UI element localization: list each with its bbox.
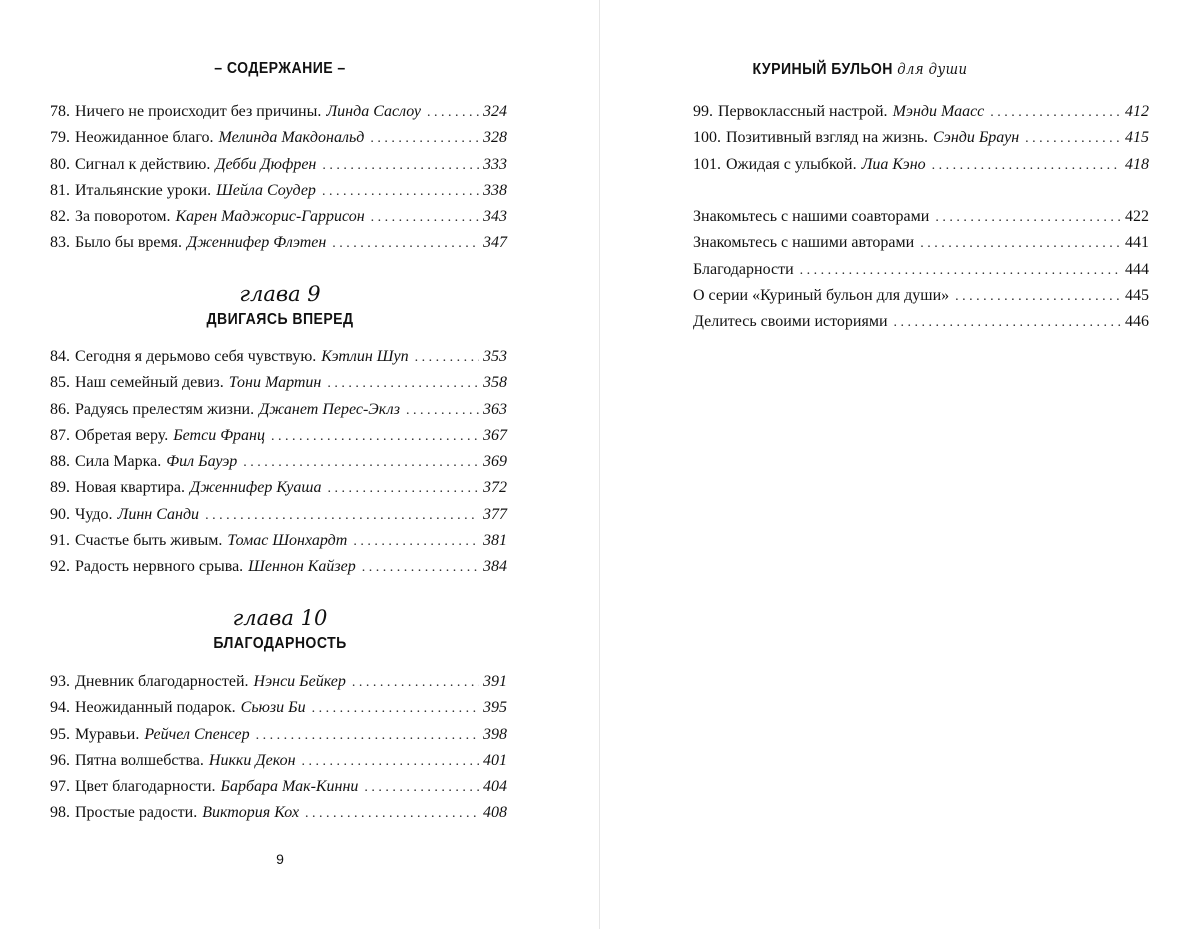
- entry-title: Чудо.: [75, 505, 113, 523]
- entry-page: 363: [483, 400, 507, 418]
- toc-entry: [693, 230, 1149, 256]
- left-page: [0, 0, 599, 929]
- dot-leader: [305, 801, 479, 827]
- toc-entry: [693, 257, 1149, 283]
- toc-entry: [50, 423, 507, 449]
- entry-title: Знакомьтесь с нашими авторами: [693, 234, 915, 252]
- toc-entry: [50, 204, 507, 230]
- entry-page: 338: [483, 181, 507, 199]
- entry-author: Линн Санди: [117, 505, 200, 523]
- entry-page: 412: [1125, 103, 1149, 120]
- entry-author: Шеннон Кайзер: [248, 558, 356, 576]
- dot-leader: [243, 450, 479, 476]
- dot-leader: [894, 310, 1122, 336]
- entry-page: 384: [483, 558, 507, 576]
- entry-page: 441: [1125, 234, 1149, 252]
- series-title: КУРИНЫЙ БУЛЬОН: [752, 61, 893, 78]
- entry-page: 404: [483, 778, 507, 796]
- entry-number: 79.: [50, 129, 70, 147]
- entry-page: 422: [1125, 208, 1149, 225]
- entry-author: Сэнди Браун: [933, 129, 1020, 147]
- entry-page: 381: [483, 532, 507, 550]
- entry-title: Счастье быть живым.: [75, 532, 223, 550]
- toc-entry: [50, 748, 507, 774]
- chapter-label: глава 9: [239, 282, 321, 306]
- entry-title: Цвет благодарности.: [75, 778, 216, 796]
- entry-title: Итальянские уроки.: [75, 181, 212, 199]
- toc-list-chapter9: [50, 344, 507, 581]
- dot-leader: [415, 345, 479, 371]
- dot-leader: [364, 775, 479, 801]
- entry-page: 377: [483, 505, 507, 523]
- dot-leader: [302, 749, 479, 775]
- entry-title: Новая квартира.: [75, 479, 186, 497]
- entry-page: 398: [483, 725, 507, 743]
- entry-number: 91.: [50, 532, 70, 550]
- dot-leader: [353, 529, 479, 555]
- entry-title: За поворотом.: [75, 208, 171, 226]
- entry-number: 90.: [50, 505, 70, 523]
- entry-number: 78.: [50, 103, 70, 120]
- entry-author: Рейчел Спенсер: [144, 725, 250, 743]
- entry-number: 85.: [50, 374, 70, 392]
- entry-number: 97.: [50, 778, 70, 796]
- entry-title: Было бы время.: [75, 234, 182, 252]
- chapter-10-heading: [0, 606, 560, 653]
- chapter-title: ДВИГАЯСЬ ВПЕРЕД: [206, 311, 354, 328]
- dot-leader: [332, 231, 479, 257]
- toc-entry: [693, 204, 1149, 230]
- series-subtitle: для души: [897, 60, 968, 78]
- entry-title: Неожиданный подарок.: [75, 699, 236, 717]
- page-number: 9: [276, 851, 284, 867]
- entry-title: О серии «Куриный бульон для души»: [693, 286, 950, 304]
- entry-author: Виктория Кох: [202, 804, 300, 822]
- toc-entry: [50, 178, 507, 204]
- entry-author: Дженнифер Куаша: [190, 479, 322, 497]
- entry-page: 328: [483, 129, 507, 147]
- entry-page: 391: [483, 673, 507, 690]
- entry-author: Дженнифер Флэтен: [186, 234, 327, 252]
- toc-entry: [50, 800, 507, 826]
- entry-page: 401: [483, 751, 507, 769]
- entry-number: 96.: [50, 751, 70, 769]
- entry-page: 372: [483, 479, 507, 497]
- dot-leader: [327, 476, 479, 502]
- entry-number: 86.: [50, 400, 70, 418]
- entry-author: Мелинда Макдональд: [218, 129, 365, 147]
- entry-author: Фил Бауэр: [166, 453, 238, 471]
- entry-page: 353: [483, 348, 507, 365]
- entry-number: 81.: [50, 181, 70, 199]
- entry-title: Ожидая с улыбкой.: [726, 155, 857, 173]
- entry-author: Сьюзи Би: [240, 699, 306, 717]
- entry-title: Ничего не происходит без причины.: [75, 103, 322, 120]
- entry-title: Знакомьтесь с нашими соавторами: [693, 208, 930, 225]
- toc-list-right: [693, 99, 1149, 178]
- toc-entry: [693, 125, 1149, 151]
- entry-number: 101.: [693, 155, 721, 173]
- entry-page: 445: [1125, 286, 1149, 304]
- dot-leader: [1025, 126, 1121, 152]
- entry-number: 98.: [50, 804, 70, 822]
- entry-number: 80.: [50, 155, 70, 173]
- entry-page: 347: [483, 234, 507, 252]
- entry-title: Сегодня я дерьмово себя чувствую.: [75, 348, 317, 365]
- dot-leader: [256, 723, 479, 749]
- entry-number: 100.: [693, 129, 721, 147]
- dot-leader: [362, 555, 479, 581]
- entry-author: Нэнси Бейкер: [253, 673, 346, 690]
- entry-title: Радость нервного срыва.: [75, 558, 244, 576]
- dot-leader: [327, 371, 479, 397]
- entry-number: 84.: [50, 348, 70, 365]
- dot-leader: [406, 398, 479, 424]
- toc-entry: [50, 774, 507, 800]
- toc-entry: [693, 309, 1149, 335]
- entry-page: 324: [483, 103, 507, 120]
- entry-author: Шейла Соудер: [216, 181, 316, 199]
- entry-title: Позитивный взгляд на жизнь.: [726, 129, 928, 147]
- entry-page: 367: [483, 426, 507, 444]
- entry-number: 94.: [50, 699, 70, 717]
- toc-entry: [50, 722, 507, 748]
- toc-entry: [50, 554, 507, 580]
- toc-entry: [50, 475, 507, 501]
- entry-page: 333: [483, 155, 507, 173]
- right-page: [600, 0, 1202, 929]
- dot-leader: [935, 205, 1121, 231]
- toc-entry: [693, 99, 1149, 125]
- entry-number: 82.: [50, 208, 70, 226]
- dot-leader: [205, 503, 479, 529]
- toc-entry: [50, 152, 507, 178]
- entry-title: Наш семейный девиз.: [75, 374, 224, 392]
- toc-entry: [50, 397, 507, 423]
- dot-leader: [370, 126, 479, 152]
- entry-author: Томас Шонхардт: [227, 532, 348, 550]
- entry-author: Кэтлин Шуп: [321, 348, 409, 365]
- entry-page: 395: [483, 699, 507, 717]
- entry-number: 83.: [50, 234, 70, 252]
- entry-title: Благодарности: [693, 260, 794, 278]
- entry-number: 95.: [50, 725, 70, 743]
- entry-author: Карен Маджорис-Гаррисон: [175, 208, 365, 226]
- entry-page: 408: [483, 804, 507, 822]
- toc-entry: [50, 230, 507, 256]
- chapter-9-heading: [0, 282, 560, 329]
- dot-leader: [352, 670, 479, 696]
- entry-title: Муравьи.: [75, 725, 140, 743]
- toc-backmatter: [693, 204, 1149, 335]
- dot-leader: [322, 179, 479, 205]
- chapter-title: БЛАГОДАРНОСТЬ: [213, 635, 347, 652]
- entry-title: Пятна волшебства.: [75, 751, 204, 769]
- entry-number: 92.: [50, 558, 70, 576]
- entry-author: Дебби Дюфрен: [215, 155, 317, 173]
- toc-entry: [693, 283, 1149, 309]
- entry-title: Дневник благодарностей.: [75, 673, 249, 690]
- dot-leader: [322, 153, 479, 179]
- dot-leader: [427, 100, 479, 126]
- toc-entry: [50, 669, 507, 695]
- entry-page: 446: [1125, 313, 1149, 331]
- entry-number: 89.: [50, 479, 70, 497]
- entry-page: 415: [1125, 129, 1149, 147]
- dot-leader: [932, 153, 1121, 179]
- entry-author: Бетси Франц: [173, 426, 265, 444]
- entry-page: 444: [1125, 260, 1149, 278]
- dot-leader: [800, 258, 1121, 284]
- entry-title: Сила Марка.: [75, 453, 162, 471]
- toc-entry: [693, 152, 1149, 178]
- entry-page: 343: [483, 208, 507, 226]
- toc-entry: [50, 449, 507, 475]
- entry-number: 87.: [50, 426, 70, 444]
- entry-title: Обретая веру.: [75, 426, 169, 444]
- chapter-label: глава 10: [232, 606, 328, 630]
- dot-leader: [371, 205, 479, 231]
- entry-author: Линда Саслоу: [326, 103, 422, 120]
- dot-leader: [990, 100, 1121, 126]
- toc-list-chapter10: [50, 669, 507, 827]
- toc-list-chapter8: [50, 99, 507, 257]
- dot-leader: [955, 284, 1121, 310]
- entry-title: Радуясь прелестям жизни.: [75, 400, 255, 418]
- entry-title: Делитесь своими историями: [693, 313, 888, 331]
- toc-entry: [50, 344, 507, 370]
- entry-author: Мэнди Маасс: [892, 103, 985, 120]
- running-head-series: [631, 60, 1089, 79]
- entry-title: Сигнал к действию.: [75, 155, 211, 173]
- dot-leader: [920, 231, 1121, 257]
- toc-entry: [50, 528, 507, 554]
- entry-author: Джанет Перес-Эклз: [259, 400, 400, 418]
- toc-entry: [50, 125, 507, 151]
- toc-entry: [50, 370, 507, 396]
- entry-number: 88.: [50, 453, 70, 471]
- entry-number: 93.: [50, 673, 70, 690]
- toc-entry: [50, 695, 507, 721]
- entry-number: 99.: [693, 103, 713, 120]
- entry-author: Тони Мартин: [228, 374, 322, 392]
- entry-title: Неожиданное благо.: [75, 129, 214, 147]
- entry-page: 358: [483, 374, 507, 392]
- dot-leader: [312, 696, 479, 722]
- toc-entry: [50, 99, 507, 125]
- entry-page: 418: [1125, 155, 1149, 173]
- dot-leader: [271, 424, 479, 450]
- entry-author: Барбара Мак-Кинни: [220, 778, 359, 796]
- toc-entry: [50, 502, 507, 528]
- entry-title: Простые радости.: [75, 804, 198, 822]
- entry-author: Лиа Кэно: [861, 155, 926, 173]
- running-head-contents: – СОДЕРЖАНИЕ –: [214, 60, 346, 77]
- entry-author: Никки Декон: [208, 751, 296, 769]
- entry-page: 369: [483, 453, 507, 471]
- entry-title: Первоклассный настрой.: [718, 103, 888, 120]
